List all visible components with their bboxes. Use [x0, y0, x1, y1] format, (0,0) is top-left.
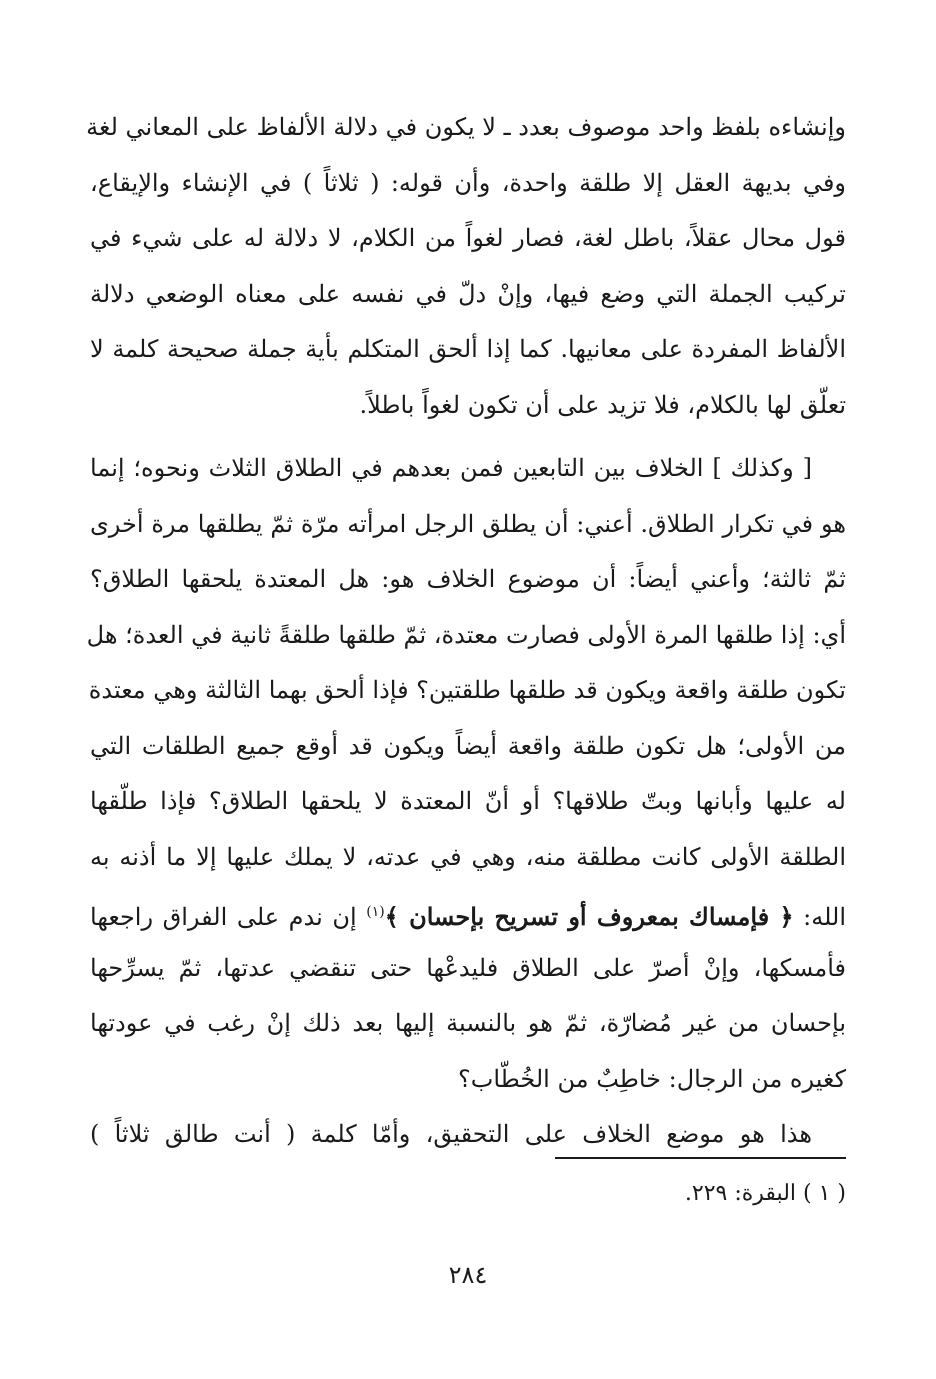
text-line: هذا هو موضع الخلاف على التحقيق، وأمّا كلمة ( أنت طالق ثلاثاً )	[90, 1120, 812, 1148]
page-number: ٢٨٤	[448, 1261, 488, 1289]
text-line: أي: إذا طلقها المرة الأولى فصارت معتدة، ثمّ طلقها طلقةً ثانية في العدة؛ هل	[86, 620, 846, 649]
text-line: من الأولى؛ هل تكون طلقة واقعة أيضاً ويكون قد أوقع جميع الطلقات التي	[90, 731, 846, 760]
text-line: تكون طلقة واقعة ويكون قد طلقها طلقتين؟ فإذا ألحق بهما الثالثة وهي معتدة	[88, 676, 846, 704]
text-fragment: الله:	[793, 903, 846, 931]
text-line: ثمّ ثالثة؛ وأعني أيضاً: أن موضوع الخلاف هو: هل المعتدة يلحقها الطلاق؟	[90, 565, 846, 593]
quran-verse: ﴿ فإمساك بمعروف أو تسريح بإحسان ﴾	[384, 902, 794, 931]
paragraph-2	[86, 441, 846, 1107]
text-line: وفي بديهة العقل إلا طلقة واحدة، وأن قوله: ( ثلاثاً ) في الإنشاء والإيقاع،	[90, 168, 847, 197]
text-line: هو في تكرار الطلاق. أعني: أن يطلق الرجل امرأته مرّة ثمّ يطلقها مرة أخرى	[90, 509, 846, 538]
paragraph-1	[86, 100, 847, 433]
text-line: فأمسكها، وإنْ أصرّ على الطلاق فليدعْها حتى تنقضي عدتها، ثمّ يسرِّحها	[90, 953, 846, 982]
text-line: له عليها وأبانها وبتّ طلاقها؟ أو أنّ المعتدة لا يلحقها الطلاق؟ فإذا طلّقها	[90, 787, 846, 815]
text-line: بإحسان من غير مُضارّة، ثمّ هو بالنسبة إليها بعد ذلك إنْ رغب في عودتها	[90, 1009, 846, 1037]
paragraph-3	[90, 1107, 846, 1163]
text-fragment: إن ندم على الفراق راجعها	[90, 903, 367, 931]
text-line: تركيب الجملة التي وضع فيها، وإنْ دلّ في نفسه على معناه الوضعي دلالة	[90, 279, 846, 308]
text-line: تعلّق لها بالكلام، فلا تزيد على أن تكون لغواً باطلاً.	[359, 390, 846, 419]
text-line: قول محال عقلاً، باطل لغة، فصار لغواً من الكلام، لا دلالة له على شيء في	[90, 224, 846, 252]
text-line: كغيره من الرجال: خاطِبٌ من الخُطّاب؟	[458, 1064, 846, 1093]
text-line: الألفاظ المفردة على معانيها. كما إذا ألحق المتكلم بأية جملة صحيحة كلمة لا	[90, 335, 846, 363]
page-body	[86, 100, 847, 1163]
text-line: [ وكذلك ] الخلاف بين التابعين فمن بعدهم في الطلاق الثلاث ونحوه؛ إنما	[90, 454, 812, 482]
quran-citation-line	[90, 885, 846, 941]
footnote-separator	[555, 1157, 846, 1159]
footnote-marker: (١)	[366, 904, 385, 920]
text-line: الطلقة الأولى كانت مطلقة منه، وهي في عدته، لا يملك عليها إلا ما أذنه به	[90, 842, 846, 871]
footnote: ( ١ ) البقرة: ٢٢٩.	[684, 1181, 846, 1206]
text-line: وإنشاءه بلفظ واحد موصوف بعدد ـ لا يكون في دلالة الألفاظ على المعاني لغة	[86, 113, 846, 141]
